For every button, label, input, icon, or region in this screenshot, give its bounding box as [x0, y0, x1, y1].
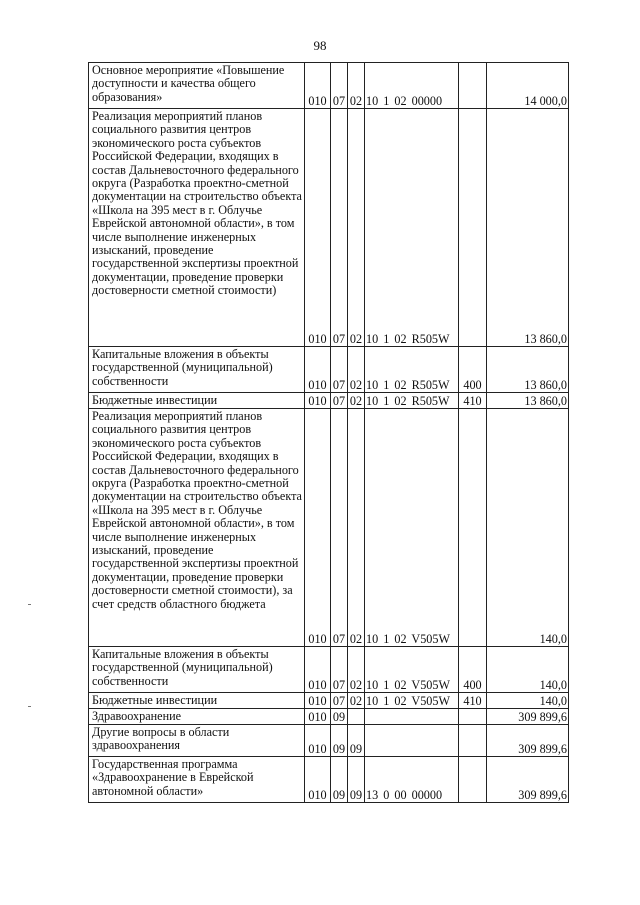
code-rz: 07	[331, 347, 348, 393]
amount: 14 000,0	[487, 63, 569, 109]
code-rz: 07	[331, 109, 348, 347]
row-name: Основное мероприятие «Повышение доступности и качества общего образования»	[89, 63, 305, 109]
code-rz: 09	[331, 709, 348, 725]
code-rz: 07	[331, 393, 348, 409]
code-ved: 010	[305, 393, 331, 409]
amount: 309 899,6	[487, 757, 569, 803]
amount: 13 860,0	[487, 393, 569, 409]
code-vr: 400	[459, 347, 487, 393]
table-row	[89, 647, 569, 693]
code-rz: 09	[331, 757, 348, 803]
code-pr: 09	[348, 757, 365, 803]
code-pr: 02	[348, 647, 365, 693]
code-vr	[459, 409, 487, 647]
code-csr: 10 1 02 R505W	[365, 393, 459, 409]
code-vr	[459, 757, 487, 803]
code-rz: 07	[331, 693, 348, 709]
code-rz: 09	[331, 725, 348, 757]
code-vr: 400	[459, 647, 487, 693]
code-ved: 010	[305, 693, 331, 709]
code-ved: 010	[305, 709, 331, 725]
code-pr: 02	[348, 693, 365, 709]
code-ved: 010	[305, 347, 331, 393]
amount: 140,0	[487, 409, 569, 647]
row-name: Капитальные вложения в объекты государственной (муниципальной) собственности	[89, 347, 305, 393]
code-vr: 410	[459, 393, 487, 409]
code-vr	[459, 109, 487, 347]
code-csr: 10 1 02 00000	[365, 63, 459, 109]
code-csr: 13 0 00 00000	[365, 757, 459, 803]
amount: 309 899,6	[487, 709, 569, 725]
budget-table	[88, 62, 569, 803]
code-ved: 010	[305, 725, 331, 757]
code-vr	[459, 725, 487, 757]
table-row	[89, 63, 569, 109]
code-pr: 02	[348, 109, 365, 347]
code-ved: 010	[305, 409, 331, 647]
code-ved: 010	[305, 757, 331, 803]
code-csr	[365, 709, 459, 725]
code-pr: 02	[348, 409, 365, 647]
code-rz: 07	[331, 63, 348, 109]
code-csr: 10 1 02 R505W	[365, 347, 459, 393]
code-vr	[459, 63, 487, 109]
code-pr: 02	[348, 63, 365, 109]
table-row	[89, 409, 569, 647]
row-name: Бюджетные инвестиции	[89, 693, 305, 709]
amount: 309 899,6	[487, 725, 569, 757]
table-row	[89, 725, 569, 757]
row-name: Капитальные вложения в объекты государственной (муниципальной) собственности	[89, 647, 305, 693]
code-rz: 07	[331, 647, 348, 693]
code-csr: 10 1 02 R505W	[365, 109, 459, 347]
code-ved: 010	[305, 109, 331, 347]
row-name: Реализация мероприятий планов социального развития центров экономического роста субъектов Российской Федерации, входящих в состав Дальневосточного федерального округа (Разработка проектно-сметной документации на строительство объекта «Школа на 395 мест в г. Облучье Еврейской автономной области», в том числе выполнение инженерных изысканий, проведение государственной экспертизы проектной документации, проведение проверки достоверности сметной стоимости)	[89, 109, 305, 347]
row-name: Государственная программа «Здравоохранение в Еврейской автономной области»	[89, 757, 305, 803]
code-pr	[348, 709, 365, 725]
scan-mark	[28, 706, 31, 707]
page-number: 98	[313, 38, 327, 53]
row-name: Бюджетные инвестиции	[89, 393, 305, 409]
amount: 140,0	[487, 647, 569, 693]
table-row	[89, 693, 569, 709]
row-name: Реализация мероприятий планов социального развития центров экономического роста субъектов Российской Федерации, входящих в состав Дальневосточного федерального округа (Разработка проектно-сметной документации на строительство объекта «Школа на 395 мест в г. Облучье Еврейской автономной области», в том числе выполнение инженерных изысканий, проведение государственной экспертизы проектной документации, проведение проверки достоверности сметной стоимости), за счет средств областного бюджета	[89, 409, 305, 647]
code-vr: 410	[459, 693, 487, 709]
row-name: Другие вопросы в области здравоохранения	[89, 725, 305, 757]
code-pr: 02	[348, 347, 365, 393]
scan-mark	[28, 604, 31, 605]
table-row	[89, 757, 569, 803]
code-ved: 010	[305, 647, 331, 693]
table-row	[89, 709, 569, 725]
table-row	[89, 393, 569, 409]
code-csr: 10 1 02 V505W	[365, 647, 459, 693]
table-row	[89, 109, 569, 347]
amount: 140,0	[487, 693, 569, 709]
code-csr: 10 1 02 V505W	[365, 693, 459, 709]
row-name: Здравоохранение	[89, 709, 305, 725]
code-csr: 10 1 02 V505W	[365, 409, 459, 647]
code-pr: 02	[348, 393, 365, 409]
table-row	[89, 347, 569, 393]
code-csr	[365, 725, 459, 757]
amount: 13 860,0	[487, 109, 569, 347]
code-rz: 07	[331, 409, 348, 647]
code-pr: 09	[348, 725, 365, 757]
amount: 13 860,0	[487, 347, 569, 393]
code-vr	[459, 709, 487, 725]
code-ved: 010	[305, 63, 331, 109]
